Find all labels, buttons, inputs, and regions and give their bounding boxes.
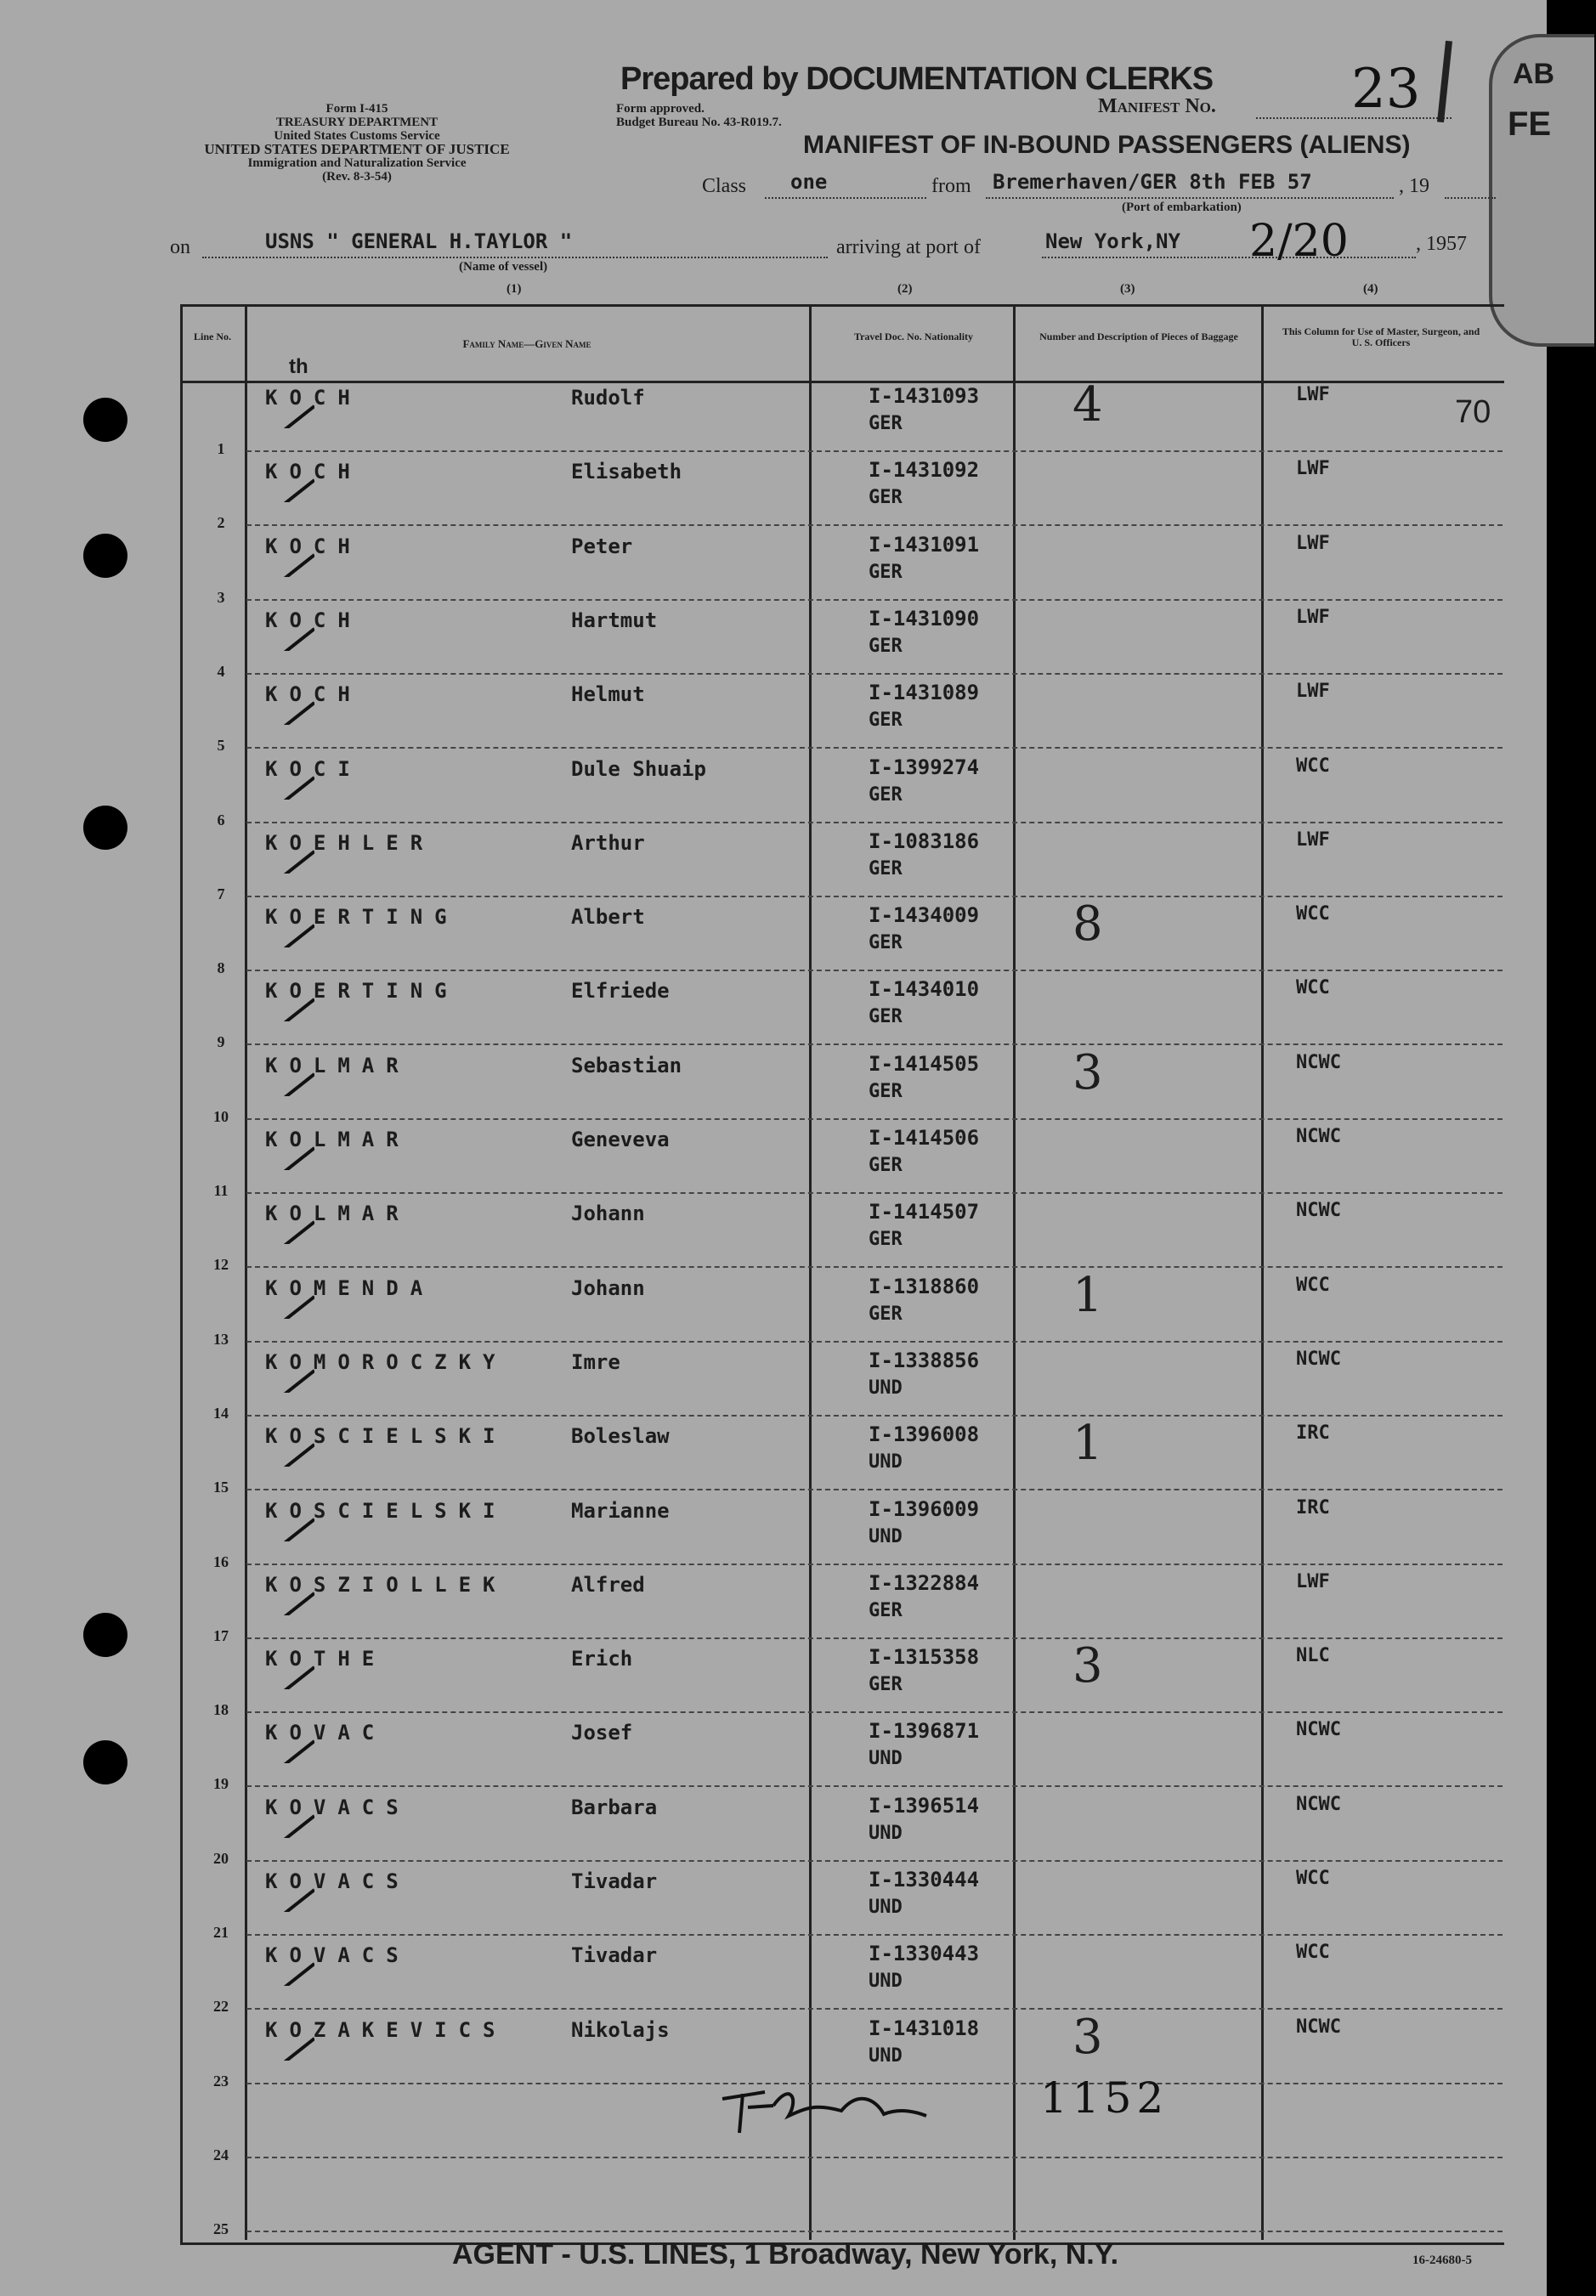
on-label: on bbox=[170, 236, 190, 258]
table-row bbox=[0, 1638, 1547, 1719]
row-separator bbox=[246, 1785, 1503, 1787]
family-name: KOCH bbox=[265, 534, 362, 558]
check-mark bbox=[229, 1507, 314, 1541]
from-value: Bremerhaven/GER 8th FEB 57 bbox=[993, 170, 1312, 194]
line-number: 22 bbox=[213, 1998, 229, 2015]
baggage-count: 1 bbox=[1072, 1268, 1103, 1323]
nationality: GER bbox=[869, 1674, 903, 1695]
row-separator bbox=[246, 2008, 1503, 2010]
row-separator bbox=[246, 1860, 1503, 1862]
travel-doc-number: I-1414506 bbox=[869, 1126, 980, 1150]
line-number: 7 bbox=[217, 885, 225, 902]
nationality: UND bbox=[869, 1823, 903, 1844]
family-name: KOVACS bbox=[265, 1796, 410, 1819]
given-name: Josef bbox=[571, 1721, 633, 1745]
line-number: 9 bbox=[217, 1033, 225, 1050]
family-name: KOERTING bbox=[265, 905, 459, 929]
check-mark bbox=[229, 840, 314, 874]
line-number: 21 bbox=[213, 1924, 229, 1941]
given-name: Imre bbox=[571, 1350, 620, 1374]
travel-doc-number: I-1338856 bbox=[869, 1349, 980, 1372]
check-mark bbox=[229, 1210, 314, 1244]
agent-footer: AGENT - U.S. LINES, 1 Broadway, New York, N.Y. bbox=[452, 2238, 1119, 2271]
officer-code: LWF bbox=[1296, 829, 1330, 851]
nationality: UND bbox=[869, 1451, 903, 1473]
travel-doc-number: I-1330444 bbox=[869, 1868, 980, 1892]
nationality: UND bbox=[869, 1897, 903, 1918]
table-row bbox=[0, 377, 1547, 458]
line-number: 25 bbox=[213, 2220, 229, 2237]
given-name: Barbara bbox=[571, 1796, 658, 1819]
given-name: Helmut bbox=[571, 682, 645, 706]
travel-doc-number: I-1431090 bbox=[869, 607, 980, 631]
table-row bbox=[0, 977, 1547, 1051]
table-row bbox=[0, 607, 1547, 681]
given-name: Peter bbox=[571, 534, 633, 558]
justice-label: UNITED STATES DEPARTMENT OF JUSTICE bbox=[204, 141, 510, 157]
travel-doc-number: I-1431093 bbox=[869, 384, 980, 408]
nationality: UND bbox=[869, 1526, 903, 1547]
nationality: GER bbox=[869, 932, 903, 953]
travel-doc-number: I-1396871 bbox=[869, 1719, 980, 1743]
given-name: Alfred bbox=[571, 1573, 645, 1597]
row-1-prefix: th bbox=[289, 355, 308, 378]
officer-code: NCWC bbox=[1296, 1200, 1341, 1221]
year-line bbox=[1445, 197, 1496, 199]
check-mark bbox=[229, 1581, 314, 1615]
given-name: Sebastian bbox=[571, 1054, 682, 1077]
line-number: 12 bbox=[213, 1256, 229, 1273]
travel-doc-number: I-1318860 bbox=[869, 1275, 980, 1298]
officer-code: LWF bbox=[1296, 458, 1330, 479]
given-name: Tivadar bbox=[571, 1869, 658, 1893]
arrival-port: New York,NY bbox=[1045, 229, 1180, 253]
nationality: GER bbox=[869, 1081, 903, 1102]
family-name: KOSZIOLLEK bbox=[265, 1573, 507, 1597]
baggage-count: 4 bbox=[1072, 377, 1103, 433]
col-header-line: Line No. bbox=[193, 331, 231, 342]
officer-code: WCC bbox=[1296, 1942, 1330, 1963]
treasury-label: TREASURY DEPARTMENT bbox=[275, 116, 439, 129]
given-name: Johann bbox=[571, 1276, 645, 1300]
officer-code: LWF bbox=[1296, 681, 1330, 702]
given-name: Dule Shuaip bbox=[571, 757, 706, 781]
line-number: 1 bbox=[217, 440, 225, 457]
header-divider bbox=[180, 381, 1504, 383]
officer-code: WCC bbox=[1296, 1275, 1330, 1296]
check-mark bbox=[229, 1285, 314, 1319]
nationality: GER bbox=[869, 562, 903, 583]
given-name: Erich bbox=[571, 1647, 633, 1671]
vessel-line bbox=[202, 257, 828, 258]
nationality: GER bbox=[869, 487, 903, 508]
check-mark bbox=[229, 1136, 314, 1170]
officer-code: WCC bbox=[1296, 903, 1330, 925]
class-line bbox=[765, 197, 926, 199]
officer-code: NLC bbox=[1296, 1645, 1330, 1666]
prepared-by-stamp: Prepared by DOCUMENTATION CLERKS bbox=[620, 61, 1214, 97]
given-name: Rudolf bbox=[571, 386, 645, 410]
line-number: 13 bbox=[213, 1331, 229, 1348]
travel-doc-number: I-1414505 bbox=[869, 1052, 980, 1076]
family-name: KOVAC bbox=[265, 1721, 387, 1745]
check-mark bbox=[229, 2027, 314, 2061]
family-name: KOMENDA bbox=[265, 1276, 435, 1300]
manifest-bracket-mark bbox=[1437, 41, 1452, 122]
check-mark bbox=[229, 617, 314, 651]
given-name: Boleslaw bbox=[571, 1424, 670, 1448]
given-name: Hartmut bbox=[571, 608, 658, 632]
vessel-caption: (Name of vessel) bbox=[459, 260, 548, 274]
table-row bbox=[0, 1868, 1547, 1942]
row-separator bbox=[246, 747, 1503, 749]
baggage-count: 3 bbox=[1072, 1638, 1103, 1694]
row-separator bbox=[246, 524, 1503, 526]
agency-block bbox=[170, 102, 544, 184]
officer-code: WCC bbox=[1296, 977, 1330, 998]
given-name: Nikolajs bbox=[571, 2018, 670, 2042]
arriving-label: arriving at port of bbox=[836, 236, 981, 258]
baggage-count: 1 bbox=[1072, 1416, 1103, 1471]
officer-code: WCC bbox=[1296, 755, 1330, 777]
nationality: GER bbox=[869, 784, 903, 806]
nationality: GER bbox=[869, 1155, 903, 1176]
check-mark bbox=[229, 913, 314, 947]
given-name: Johann bbox=[571, 1202, 645, 1225]
check-mark bbox=[229, 1359, 314, 1393]
col-num-2: (2) bbox=[897, 282, 913, 296]
form-approved: Form approved. bbox=[616, 102, 705, 116]
given-name: Tivadar bbox=[571, 1943, 658, 1967]
row-separator bbox=[246, 822, 1503, 823]
given-name: Geneveva bbox=[571, 1128, 670, 1151]
travel-doc-number: I-1431018 bbox=[869, 2016, 980, 2040]
nationality: GER bbox=[869, 413, 903, 434]
check-mark bbox=[229, 394, 314, 428]
table-row bbox=[0, 681, 1547, 755]
table-row bbox=[0, 458, 1547, 532]
row-separator bbox=[246, 1118, 1503, 1120]
table-row bbox=[0, 1126, 1547, 1200]
line-number: 10 bbox=[213, 1108, 229, 1125]
stamp-partial bbox=[1489, 34, 1594, 347]
line-number: 16 bbox=[213, 1553, 229, 1570]
manifest-title: MANIFEST OF IN-BOUND PASSENGERS (ALIENS) bbox=[803, 131, 1411, 159]
row-separator bbox=[246, 2157, 1503, 2158]
line-number: 3 bbox=[217, 589, 225, 606]
officer-code: WCC bbox=[1296, 1868, 1330, 1889]
officer-code: NCWC bbox=[1296, 1349, 1341, 1370]
table-row bbox=[0, 1416, 1547, 1496]
ins-label: Immigration and Naturalization Service bbox=[247, 156, 467, 170]
officer-code: LWF bbox=[1296, 1571, 1330, 1592]
line-number: 5 bbox=[217, 737, 225, 754]
family-name: KOZAKEVICS bbox=[265, 2018, 507, 2042]
line-number: 14 bbox=[213, 1405, 229, 1422]
stamp-text-top: AB bbox=[1513, 58, 1555, 90]
check-mark bbox=[229, 1878, 314, 1912]
manifest-no-value: 23 bbox=[1351, 58, 1421, 121]
form-code: 16-24680-5 bbox=[1412, 2254, 1472, 2267]
col-num-4: (4) bbox=[1363, 282, 1378, 296]
family-name: KOLMAR bbox=[265, 1128, 410, 1151]
family-name: KOERTING bbox=[265, 979, 459, 1003]
officer-code: LWF bbox=[1296, 533, 1330, 554]
officer-code: NCWC bbox=[1296, 1719, 1341, 1740]
line-number: 11 bbox=[213, 1182, 229, 1199]
baggage-count: 3 bbox=[1072, 2010, 1103, 2065]
row-separator bbox=[246, 1637, 1503, 1639]
travel-doc-number: I-1396009 bbox=[869, 1497, 980, 1521]
col-num-3: (3) bbox=[1120, 282, 1135, 296]
given-name: Marianne bbox=[571, 1499, 670, 1523]
check-mark bbox=[229, 1804, 314, 1838]
table-row bbox=[0, 755, 1547, 829]
col-header-doc: Travel Doc. No. Nationality bbox=[853, 331, 974, 342]
travel-doc-number: I-1083186 bbox=[869, 829, 980, 853]
row-separator bbox=[246, 1043, 1503, 1045]
table-row bbox=[0, 896, 1547, 977]
line-number: 15 bbox=[213, 1479, 229, 1496]
family-name: KOCH bbox=[265, 386, 362, 410]
col-header-baggage: Number and Description of Pieces of Baggage bbox=[1039, 331, 1238, 342]
line-number: 20 bbox=[213, 1850, 229, 1867]
table-row bbox=[0, 1719, 1547, 1793]
officer-code: NCWC bbox=[1296, 2016, 1341, 2038]
budget-number: Budget Bureau No. 43-R019.7. bbox=[616, 116, 782, 129]
family-name: KOCH bbox=[265, 608, 362, 632]
nationality: UND bbox=[869, 1748, 903, 1769]
officer-code: IRC bbox=[1296, 1497, 1330, 1518]
check-mark bbox=[229, 987, 314, 1021]
arrival-date: 2/20 bbox=[1249, 216, 1349, 267]
row-separator bbox=[246, 1192, 1503, 1194]
table-row bbox=[0, 533, 1547, 607]
line-number: 2 bbox=[217, 514, 225, 531]
row-separator bbox=[246, 1489, 1503, 1490]
nationality: GER bbox=[869, 1600, 903, 1621]
col-num-1: (1) bbox=[507, 282, 522, 296]
baggage-count: 8 bbox=[1072, 896, 1103, 952]
nationality: GER bbox=[869, 1006, 903, 1027]
officer-code: IRC bbox=[1296, 1422, 1330, 1444]
row-separator bbox=[246, 1341, 1503, 1343]
vessel-name: USNS " GENERAL H.TAYLOR " bbox=[265, 229, 573, 253]
revision-label: (Rev. 8-3-54) bbox=[322, 170, 392, 184]
family-name: KOCH bbox=[265, 682, 362, 706]
class-label: Class bbox=[702, 175, 747, 197]
family-name: KOSCIELSKI bbox=[265, 1499, 507, 1523]
line-number: 17 bbox=[213, 1627, 229, 1644]
family-name: KOVACS bbox=[265, 1869, 410, 1893]
travel-doc-number: I-1434009 bbox=[869, 903, 980, 927]
table-row bbox=[0, 1268, 1547, 1349]
given-name: Albert bbox=[571, 905, 645, 929]
check-mark bbox=[229, 1952, 314, 1986]
family-name: KOLMAR bbox=[265, 1054, 410, 1077]
table-row bbox=[0, 1942, 1547, 2016]
form-number: Form I-415 bbox=[325, 102, 388, 116]
officer-code: NCWC bbox=[1296, 1794, 1341, 1815]
nationality: GER bbox=[869, 1304, 903, 1325]
row-separator bbox=[246, 1415, 1503, 1417]
approval-block bbox=[616, 102, 782, 129]
given-name: Elisabeth bbox=[571, 460, 682, 484]
check-mark bbox=[229, 1655, 314, 1689]
travel-doc-number: I-1322884 bbox=[869, 1571, 980, 1595]
table-row bbox=[0, 2164, 1547, 2238]
row-separator bbox=[246, 1934, 1503, 1936]
check-mark bbox=[229, 1729, 314, 1763]
row-separator bbox=[246, 450, 1503, 452]
port-of-embarkation-caption: (Port of embarkation) bbox=[1122, 201, 1242, 214]
arrival-year: , 1957 bbox=[1416, 233, 1467, 255]
travel-doc-number: I-1399274 bbox=[869, 755, 980, 779]
row-separator bbox=[246, 1266, 1503, 1268]
row-separator bbox=[246, 896, 1503, 897]
line-number: 8 bbox=[217, 959, 225, 976]
baggage-count: 3 bbox=[1072, 1045, 1103, 1100]
travel-doc-number: I-1434010 bbox=[869, 977, 980, 1001]
row-separator bbox=[246, 970, 1503, 971]
row-separator bbox=[246, 1711, 1503, 1713]
nationality: GER bbox=[869, 636, 903, 657]
travel-doc-number: I-1431091 bbox=[869, 533, 980, 557]
class-value: one bbox=[790, 170, 828, 194]
line-number: 23 bbox=[213, 2073, 229, 2090]
family-name: KOCH bbox=[265, 460, 362, 484]
family-name: KOCI bbox=[265, 757, 362, 781]
travel-doc-number: I-1330443 bbox=[869, 1942, 980, 1965]
travel-doc-number: I-1315358 bbox=[869, 1645, 980, 1669]
officer-code: NCWC bbox=[1296, 1052, 1341, 1073]
col-header-officers: This Column for Use of Master, Surgeon, and U. S. Officers bbox=[1282, 325, 1480, 348]
line-number: 19 bbox=[213, 1775, 229, 1792]
nationality: UND bbox=[869, 1971, 903, 1992]
check-mark bbox=[229, 543, 314, 577]
row-separator bbox=[246, 599, 1503, 601]
line-number: 18 bbox=[213, 1701, 229, 1718]
table-row bbox=[0, 829, 1547, 903]
line-number: 24 bbox=[213, 2146, 229, 2163]
manifest-no-label: Manifest No. bbox=[1098, 95, 1216, 117]
officer-code: LWF bbox=[1296, 607, 1330, 628]
check-mark bbox=[229, 468, 314, 502]
family-name: KOLMAR bbox=[265, 1202, 410, 1225]
travel-doc-number: I-1396008 bbox=[869, 1422, 980, 1446]
row-1-note: 70 bbox=[1455, 394, 1491, 430]
given-name: Elfriede bbox=[571, 979, 670, 1003]
check-mark bbox=[229, 1062, 314, 1096]
customs-label: United States Customs Service bbox=[274, 129, 440, 143]
from-line bbox=[986, 197, 1394, 199]
given-name: Arthur bbox=[571, 831, 645, 855]
nationality: UND bbox=[869, 2045, 903, 2067]
table-row bbox=[0, 1571, 1547, 1645]
officer-code: NCWC bbox=[1296, 1126, 1341, 1147]
row-separator bbox=[246, 1564, 1503, 1565]
nationality: GER bbox=[869, 710, 903, 731]
year-prefix: , 19 bbox=[1399, 175, 1429, 197]
table-row bbox=[0, 1497, 1547, 1571]
line-number: 6 bbox=[217, 812, 225, 828]
stamp-text-mid: FE bbox=[1508, 105, 1552, 143]
family-name: KOVACS bbox=[265, 1943, 410, 1967]
check-mark bbox=[229, 691, 314, 725]
table-row bbox=[0, 1045, 1547, 1126]
family-name: KOTHE bbox=[265, 1647, 387, 1671]
check-mark bbox=[229, 1433, 314, 1467]
handwritten-total: 1152 bbox=[1040, 2073, 1169, 2123]
nationality: UND bbox=[869, 1377, 903, 1399]
row-separator bbox=[246, 673, 1503, 675]
check-mark bbox=[229, 766, 314, 800]
nationality: GER bbox=[869, 858, 903, 879]
family-name: KOSCIELSKI bbox=[265, 1424, 507, 1448]
row-separator bbox=[246, 2231, 1503, 2232]
table-row bbox=[0, 1794, 1547, 1868]
from-label: from bbox=[931, 175, 971, 197]
table-row bbox=[0, 1349, 1547, 1422]
arrival-line bbox=[1042, 257, 1416, 258]
travel-doc-number: I-1431092 bbox=[869, 458, 980, 482]
travel-doc-number: I-1431089 bbox=[869, 681, 980, 704]
family-name: KOEHLER bbox=[265, 831, 435, 855]
travel-doc-number: I-1414507 bbox=[869, 1200, 980, 1224]
nationality: GER bbox=[869, 1229, 903, 1250]
line-number: 4 bbox=[217, 663, 225, 680]
travel-doc-number: I-1396514 bbox=[869, 1794, 980, 1818]
table-row bbox=[0, 1200, 1547, 1274]
clerk-signature bbox=[714, 2073, 935, 2141]
officer-code: LWF bbox=[1296, 384, 1330, 405]
col-header-name: Family Name—Given Name bbox=[462, 337, 591, 350]
family-name: KOMOROCZKY bbox=[265, 1350, 507, 1374]
